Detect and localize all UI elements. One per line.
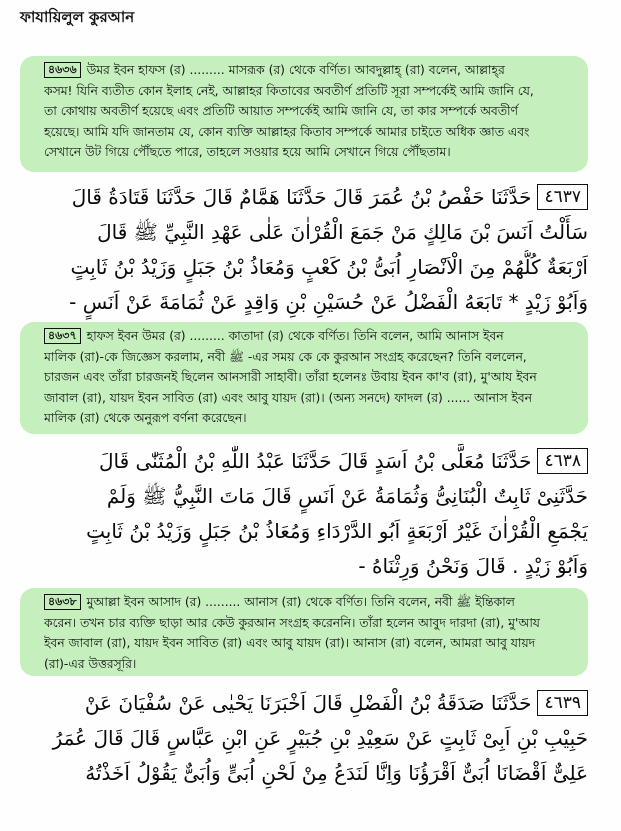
bangla-line: হয়েছে। আমি যদি জানতাম যে, কোন ব্যক্তি আল্লাহর কিতাব সম্পর্কে আমার চাইতে অধিক জ্ঞাত এবং: [44, 124, 530, 139]
bangla-line: মালিক (রা)-কে জিজ্ঞেস করলাম, নবী ﷺ -এর সময় কে কে কুরআন সংগ্রহ করেছেন? তিনি বললেন,: [44, 349, 527, 364]
hadith-bangla-4637: [44, 326, 594, 429]
hadith-number-badge: ৪৬৩৮: [44, 594, 81, 610]
arabic-line: عَلِىٌّ اَقْضَانَا اُبَىٌّ اَقْرَؤُنَا وَاِنَّا لَنَدَعُ مِنْ لَحْنِ اُبَىٍّ وَاُبَىٌّ يَقُوْلُ اَخَذْتُهُ: [85, 761, 588, 785]
bangla-line: তা কোথায় অবতীর্ণ হয়েছে এবং প্রতিটি আয়াত সম্পর্কেই আমি জানি যে, তা কার সম্পর্কে অবতীর্ণ: [44, 104, 518, 118]
bangla-line: মুআল্লা ইবন আসাদ (র) ......... আনাস (রা) থেকে বর্ণিত। তিনি বলেন, নবী ﷺ ইন্তিকাল: [86, 595, 515, 609]
bangla-line: কসম! যিনি ব্যতীত কোন ইলাহ নেই, আল্লাহর কিতাবের অবতীর্ণ প্রতিটি সূরা সম্পর্কেই আমি জানি যে,: [44, 83, 534, 98]
bangla-line: ইবন জাবাল (রা), যায়দ ইবন সাবিত (রা) এবং আবু যায়দ (রা)। আনাস (রা) বলেন, আমরা আবু যায়দ: [44, 636, 536, 650]
bangla-line: মালিক (রা) থেকে অনুরূপ বর্ণনা করেছেন।: [44, 411, 247, 425]
bangla-line: উমর ইবন হাফস (র) ......... মাসরূক (র) থেকে বর্ণিত। আবদুল্লাহ্ (রা) বলেন, আল্লাহ্‌র: [86, 63, 505, 77]
arabic-line: حَدَّثَنَا مُعَلَّى بْنُ اَسَدٍ قَالَ حَدَّثَنَا عَبْدُ اللّٰهِ بْنُ الْمُثَنّٰى قَالَ: [98, 449, 532, 473]
bangla-line: জাবাল (রা), যায়দ ইবন সাবিত (রা) এবং আবু যায়দ (রা)। (অন্য সনদে) ফাদল (র) ...... আনাস ইবন: [44, 390, 532, 405]
hadith-arabic-4638: [38, 444, 588, 584]
hadith-arabic-4637: [38, 180, 588, 320]
arabic-line: وَاَبُوْ زَيْدٍ . قَالَ وَنَحْنُ وَرِثْنَاهُ -: [358, 554, 588, 578]
bangla-line: করেন। তখন চার ব্যক্তি ছাড়া আর কেউ কুরআন সংগ্রহ করেননি। তাঁরা হলেন আবুদ দারদা (রা), মু'আয: [44, 615, 540, 630]
arabic-line: حَدَّثَنِىْ ثَابِتٌ الْبُنَانِىُّ وَثُمَامَةُ عَنْ اَنَسٍ قَالَ مَاتَ النَّبِيُّ ﷺ وَلَمْ: [106, 484, 588, 508]
arabic-line: يَجْمَعِ الْقُرْاٰنَ غَيْرُ اَرْبَعَةٍ اَبُو الدَّرْدَاءِ وَمُعَاذُ بْنُ جَبَلٍ وَزَيْدُ بْنُ ثَابِتٍ: [86, 519, 588, 543]
arabic-line: وَاَبُوْ زَيْدٍ * تَابَعَهُ الْفَضْلُ عَنْ حُسَيْنِ بْنِ وَاقِدٍ عَنْ ثُمَامَةَ عَنْ اَنَسٍ -: [69, 290, 588, 314]
bangla-line: সেখানে উট গিয়ে পৌঁছতে পারে, তাহলে সওয়ার হয়ে আমি সেখানে গিয়ে পৌঁছতাম।: [44, 145, 451, 159]
bangla-line: (রা)-এর উত্তরসূরি।: [44, 656, 137, 671]
arabic-line: حَدَّثَنَا صَدَقَةُ بْنُ الْفَضْلِ قَالَ اَخْبَرَنَا يَحْيٰى عَنْ سُفْيَانَ عَنْ: [84, 691, 532, 715]
hadith-number-box: ٤٦٣٩: [537, 690, 588, 716]
arabic-line: حَدَّثَنَا حَفْصُ بْنُ عُمَرَ قَالَ حَدَّثَنَا هَمَّامٌ قَالَ حَدَّثَنَا قَتَادَةُ قَالَ: [71, 185, 532, 209]
hadith-bangla-4636: [44, 60, 594, 163]
hadith-number-box: ٤٦٣٧: [537, 184, 588, 210]
hadith-number-badge: ৪৬৩৭: [44, 328, 81, 344]
hadith-number-badge: ৪৬৩৬: [44, 62, 81, 78]
hadith-number-box: ٤٦٣٨: [537, 448, 588, 474]
arabic-line: حَبِيْبِ بْنِ اَبِىْ ثَابِتٍ عَنْ سَعِيْدِ بْنِ جُبَيْرٍ عَنِ ابْنِ عَبَّاسٍ قَالَ قَالَ عُمَرُ: [52, 726, 588, 750]
hadith-arabic-4639: [38, 686, 588, 791]
bangla-line: হাফস ইবন উমর (র) ......... কাতাদা (র) থেকে বর্ণিত। তিনি বলেন, আমি আনাস ইবন: [86, 329, 504, 343]
page-header-title: ফাযায়িলুল কুরআন: [20, 8, 135, 26]
hadith-bangla-4638: [44, 592, 594, 674]
bangla-line: চারজন এবং তাঁরা চারজনই ছিলেন আনসারী সাহাবী। তাঁরা হলেনঃ উবায় ইবন কা'ব (রা), মু'আয ইবন: [44, 370, 537, 384]
arabic-line: سَأَلْتُ اَنَسَ بْنَ مَالِكٍ مَنْ جَمَعَ الْقُرْاٰنَ عَلٰى عَهْدِ النَّبِيِّ ﷺ قَالَ: [97, 220, 588, 244]
arabic-line: اَرْبَعَةٌ كُلُّهُمْ مِنَ الْاَنْصَارِ اُبَىُّ بْنُ كَعْبٍ وَمُعَاذُ بْنُ جَبَلٍ وَزَيْدُ بْنُ ثَابِتٍ: [70, 255, 588, 279]
